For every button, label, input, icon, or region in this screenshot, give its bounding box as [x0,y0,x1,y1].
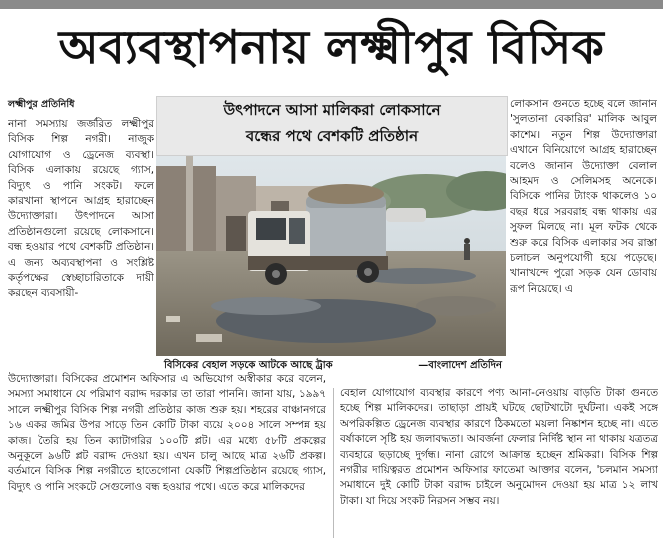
truck-on-road-photo [156,156,506,356]
photo-credit: —বাংলাদেশ প্রতিদিন [418,360,502,371]
subhead-box [156,96,508,156]
photo-caption: বিসিকের বেহাল সড়কে আটকে আছে ট্রাক [164,360,333,371]
subhead-line-2: বন্ধের পথে বেশকটি প্রতিষ্ঠান [245,127,419,145]
column-divider [333,388,334,538]
article-bottom-right: বেহাল যোগাযোগ ব্যবস্থার কারণে পণ্য আনা-নেওয়ায় বাড়তি টাকা গুনতে হচ্ছে শিল্প মালিকদের। তাছাড়া প্রায়ই ঘটছে ছোটখাটো দুর্ঘটনা। একই সঙ্গে অপরিকল্পিত ড্রেনেজ ব্যবস্থার কারণে ঠিকমতো ময়লা নিষ্কাশন হচ্ছে না। এতে বর্ষাকালে সৃষ্টি হয় জলাবদ্ধতা। আবর্জনা ফেলার নির্দিষ্ট স্থান না থাকায় যত্রতত্র ব্যবহারে ছড়াচ্ছে দুর্গন্ধ। নানা রোগে আক্রান্ত হচ্ছেন শ্রমিকরা। বিসিক শিল্প নগরীর দায়িত্বরত প্রমোশন অফিসার ফাতেমা আক্তার বলেন, 'চলমান সমস্যা সমাধানে দুই কোটি টাকা বরাদ্দ চাইলে অনুমোদন দেওয়া হয় মাত্র ১২ লাখ টাকা। যা দিয়ে সংকট নিরসন সম্ভব নয়। [340,387,658,507]
headline: অব্যবস্থাপনায় লক্ষ্মীপুর বিসিক [58,20,605,74]
article-column-right: লোকসান গুনতে হচ্ছে বলে জানান 'সুলতানা বেকারির' মালিক আবুল কাশেম। নতুন শিল্প উদ্যোক্তারা এখানে বিনিয়োগে আগ্রহ হারাচ্ছেন বলেও জানান উদ্যোক্তা বেলাল আহমদ ও সেলিমসহ অনেকে। বিসিকে পানির ট্যাংক থাকলেও ১০ বছর ধরে সরবরাহ বন্ধ থাকায় এর সুফল মিলছে না। মূল ফটক থেকে শুরু করে বিসিক এলাকার সব রাস্তা চলাচল অনুপযোগী হয়ে পড়েছে। খানাখন্দে পুরো সড়ক যেন ডোবায় রূপ নিয়েছে। এ [510,98,657,295]
article-column-left: নানা সমস্যায় জর্জরিত লক্ষ্মীপুর বিসিক শিল্প নগরী। নাজুক যোগাযোগ ও ড্রেনেজ ব্যবস্থা। বিসিক এলাকায় রয়েছে গ্যাস, বিদ্যুৎ ও পানি সংকট। ফলে কারখানা স্থাপনে আগ্রহ হারাচ্ছেন উদ্যোক্তারা। উৎপাদনে আসা প্রতিষ্ঠানগুলো রয়েছে লোকসানে। বন্ধ হওয়ার পথে বেশকটি প্রতিষ্ঠান। এ জন্য অব্যবস্থাপনা ও সংশ্লিষ্ট কর্তৃপক্ষের স্বেচ্ছাচারিতাকে দায়ী করছেন ব্যবসায়ী- [8,118,154,300]
news-photo [156,156,506,356]
byline: লক্ষ্মীপুর প্রতিনিধি [8,99,75,110]
article-bottom-left: উদ্যোক্তারা। বিসিকের প্রমোশন অফিসার এ অভিযোগ অস্বীকার করে বলেন, সমস্যা সমাধানে যে পরিমাণ বরাদ্দ দরকার তা তারা পাননি। জানা যায়, ১৯৯৭ সালে লক্ষ্মীপুর বিসিক শিল্প নগরী প্রতিষ্ঠার কাজ শুরু হয়। শহরের বাঞ্চানগরে ১৬ একর জমির উপর সাড়ে তিন কোটি টাকা ব্যয়ে ২০০৪ সালে সম্পন্ন হয় কাজ। তৈরি হয় তিন ক্যাটাগরির ১০০টি প্লট। এর মধ্যে ৫৮টি প্রকল্পের অনুকূলে ৯৬টি প্লট বরাদ্দ দেওয়া হয়। এখন চালু আছে মাত্র ২৬টি প্রকল্প। বর্তমানে বিসিক শিল্প নগরীতে হাতেগোনা যেকটি শিল্পপ্রতিষ্ঠান রয়েছে গ্যাস, বিদ্যুৎ ও পানি সংকটে সেগুলোও বন্ধ হওয়ার পথে। এতে করে মালিকদের [8,373,326,493]
subhead-line-1: উৎপাদনে আসা মালিকরা লোকসানে [223,101,441,119]
top-bar [0,0,663,9]
